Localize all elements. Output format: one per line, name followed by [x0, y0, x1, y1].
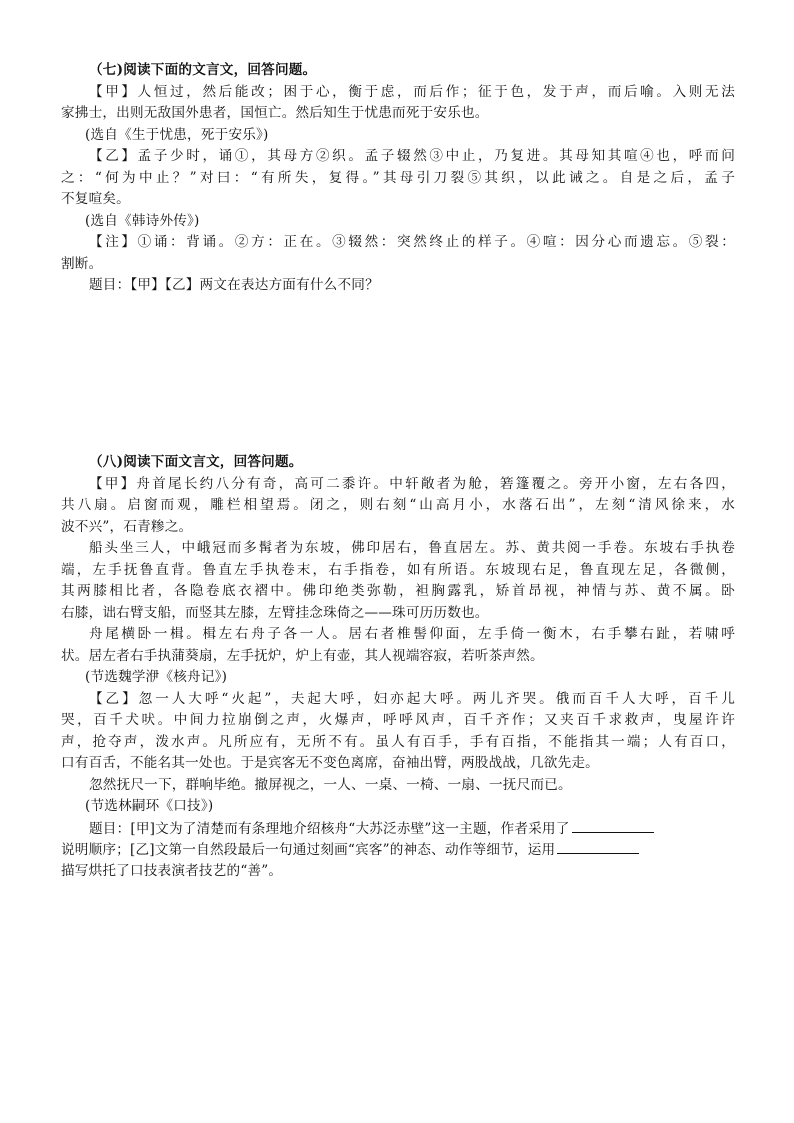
question-line: [61, 818, 735, 840]
text-line: 船头坐三人，中峨冠而多髯者为东坡，佛印居右，鲁直居左。苏、黄共阅一手卷。东坡右手执卷: [89, 540, 735, 556]
text-line: 口有百舌，不能名其一处也。于是宾客无不变色离席，奋袖出臂，两股战战，几欲先走。: [61, 755, 599, 771]
section-heading: （八)阅读下面文言文，回答问题。: [89, 454, 303, 470]
text-line: 【乙】忽一人大呼“火起”，夫起大呼，妇亦起大呼。两儿齐哭。俄而百千人大呼，百千儿: [89, 690, 735, 707]
text-line: 声，抢夺声，泼水声。凡所应有，无所不有。虽人有百手，手有百指，不能指其一端；人有百口，: [61, 733, 735, 750]
text-line: 右膝，诎右臂支船，而竖其左膝，左臂挂念珠倚之——珠可历历数也。: [61, 604, 489, 621]
text-line: 状。居左者右手执蒲葵扇，左手抚炉，炉上有壶，其人视端容寂，若听茶声然。: [61, 647, 544, 664]
note-line: 割断。: [61, 255, 103, 272]
text-line: 【甲】人恒过，然后能改；困于心，衡于虑，而后作；征于色，发于声，而后喻。入则无法: [89, 83, 735, 100]
text-line: 家拂士，出则无敌国外患者，国恒亡。然后知生于忧患而死于安乐也。: [61, 105, 489, 121]
question-line: 描写烘托了口技表演者技艺的“善”。: [61, 862, 283, 879]
text-line: 哭，百千犬吠。中间力拉崩倒之声，火爆声，呼呼风声，百千齐作；又夹百千求救声，曳屋许许: [61, 712, 735, 728]
text-line: 之：“何为中止？”对曰：“有所失，复得。”其母引刀裂⑤其织，以此诫之。自是之后，孟子: [61, 169, 735, 186]
text-line: 其两膝相比者，各隐卷底衣褶中。佛印绝类弥勒，袒胸露乳，矫首昂视，神情与苏、黄不属。卧: [61, 583, 735, 599]
question-text: 题目：[甲]文为了清楚而有条理地介绍核舟“大苏泛赤壁”这一主题，作者采用了: [89, 820, 570, 837]
section-heading: （七)阅读下面的文言文，回答问题。: [89, 62, 317, 78]
section-eight: [61, 452, 735, 882]
source-line: (节选魏学洢《核舟记》): [85, 669, 228, 685]
source-line: (选自《韩诗外传》): [85, 212, 200, 229]
answer-blank-2[interactable]: [557, 839, 639, 854]
question-line: 题目：【甲】【乙】两文在表达方面有什么不同？: [89, 277, 379, 293]
text-line: 忽然抚尺一下，群响毕绝。撤屏视之，一人、一桌、一椅、一扇、一抚尺而已。: [89, 776, 572, 793]
note-line: 【注】①诵：背诵。②方：正在。③辍然：突然终止的样子。④喧：因分心而遗忘。⑤裂：: [89, 234, 735, 250]
text-line: 端，左手抚鲁直背。鲁直左手执卷末，右手指卷，如有所语。东坡现右足，鲁直现左足，各微侧，: [61, 561, 735, 578]
text-line: 共八扇。启窗而观，雕栏相望焉。闭之，则右刻“山高月小，水落石出”，左刻“清风徐来，水: [61, 497, 735, 513]
text-line: 【乙】孟子少时，诵①，其母方②织。孟子辍然③中止，乃复进。其母知其喧④也，呼而问: [89, 148, 735, 164]
source-line: (选自《生于忧患，死于安乐》): [85, 126, 269, 143]
text-line: 【甲】舟首尾长约八分有奇，高可二黍许。中轩敞者为舱，箬篷覆之。旁开小窗，左右各四，: [89, 475, 735, 492]
question-text: 说明顺序；[乙]文第一自然段最后一句通过刻画“宾客”的神态、动作等细节，运用: [61, 842, 556, 858]
answer-blank-1[interactable]: [572, 818, 654, 833]
text-line: 舟尾横卧一楫。楫左右舟子各一人。居右者椎髻仰面，左手倚一衡木，右手攀右趾，若啸呼: [89, 626, 735, 642]
source-line: (节选林嗣环《口技》): [85, 798, 214, 814]
text-line: 波不兴”，石青糁之。: [61, 518, 193, 535]
question-line: [61, 839, 735, 861]
section-seven: [61, 60, 735, 297]
text-line: 不复喧矣。: [61, 191, 130, 207]
